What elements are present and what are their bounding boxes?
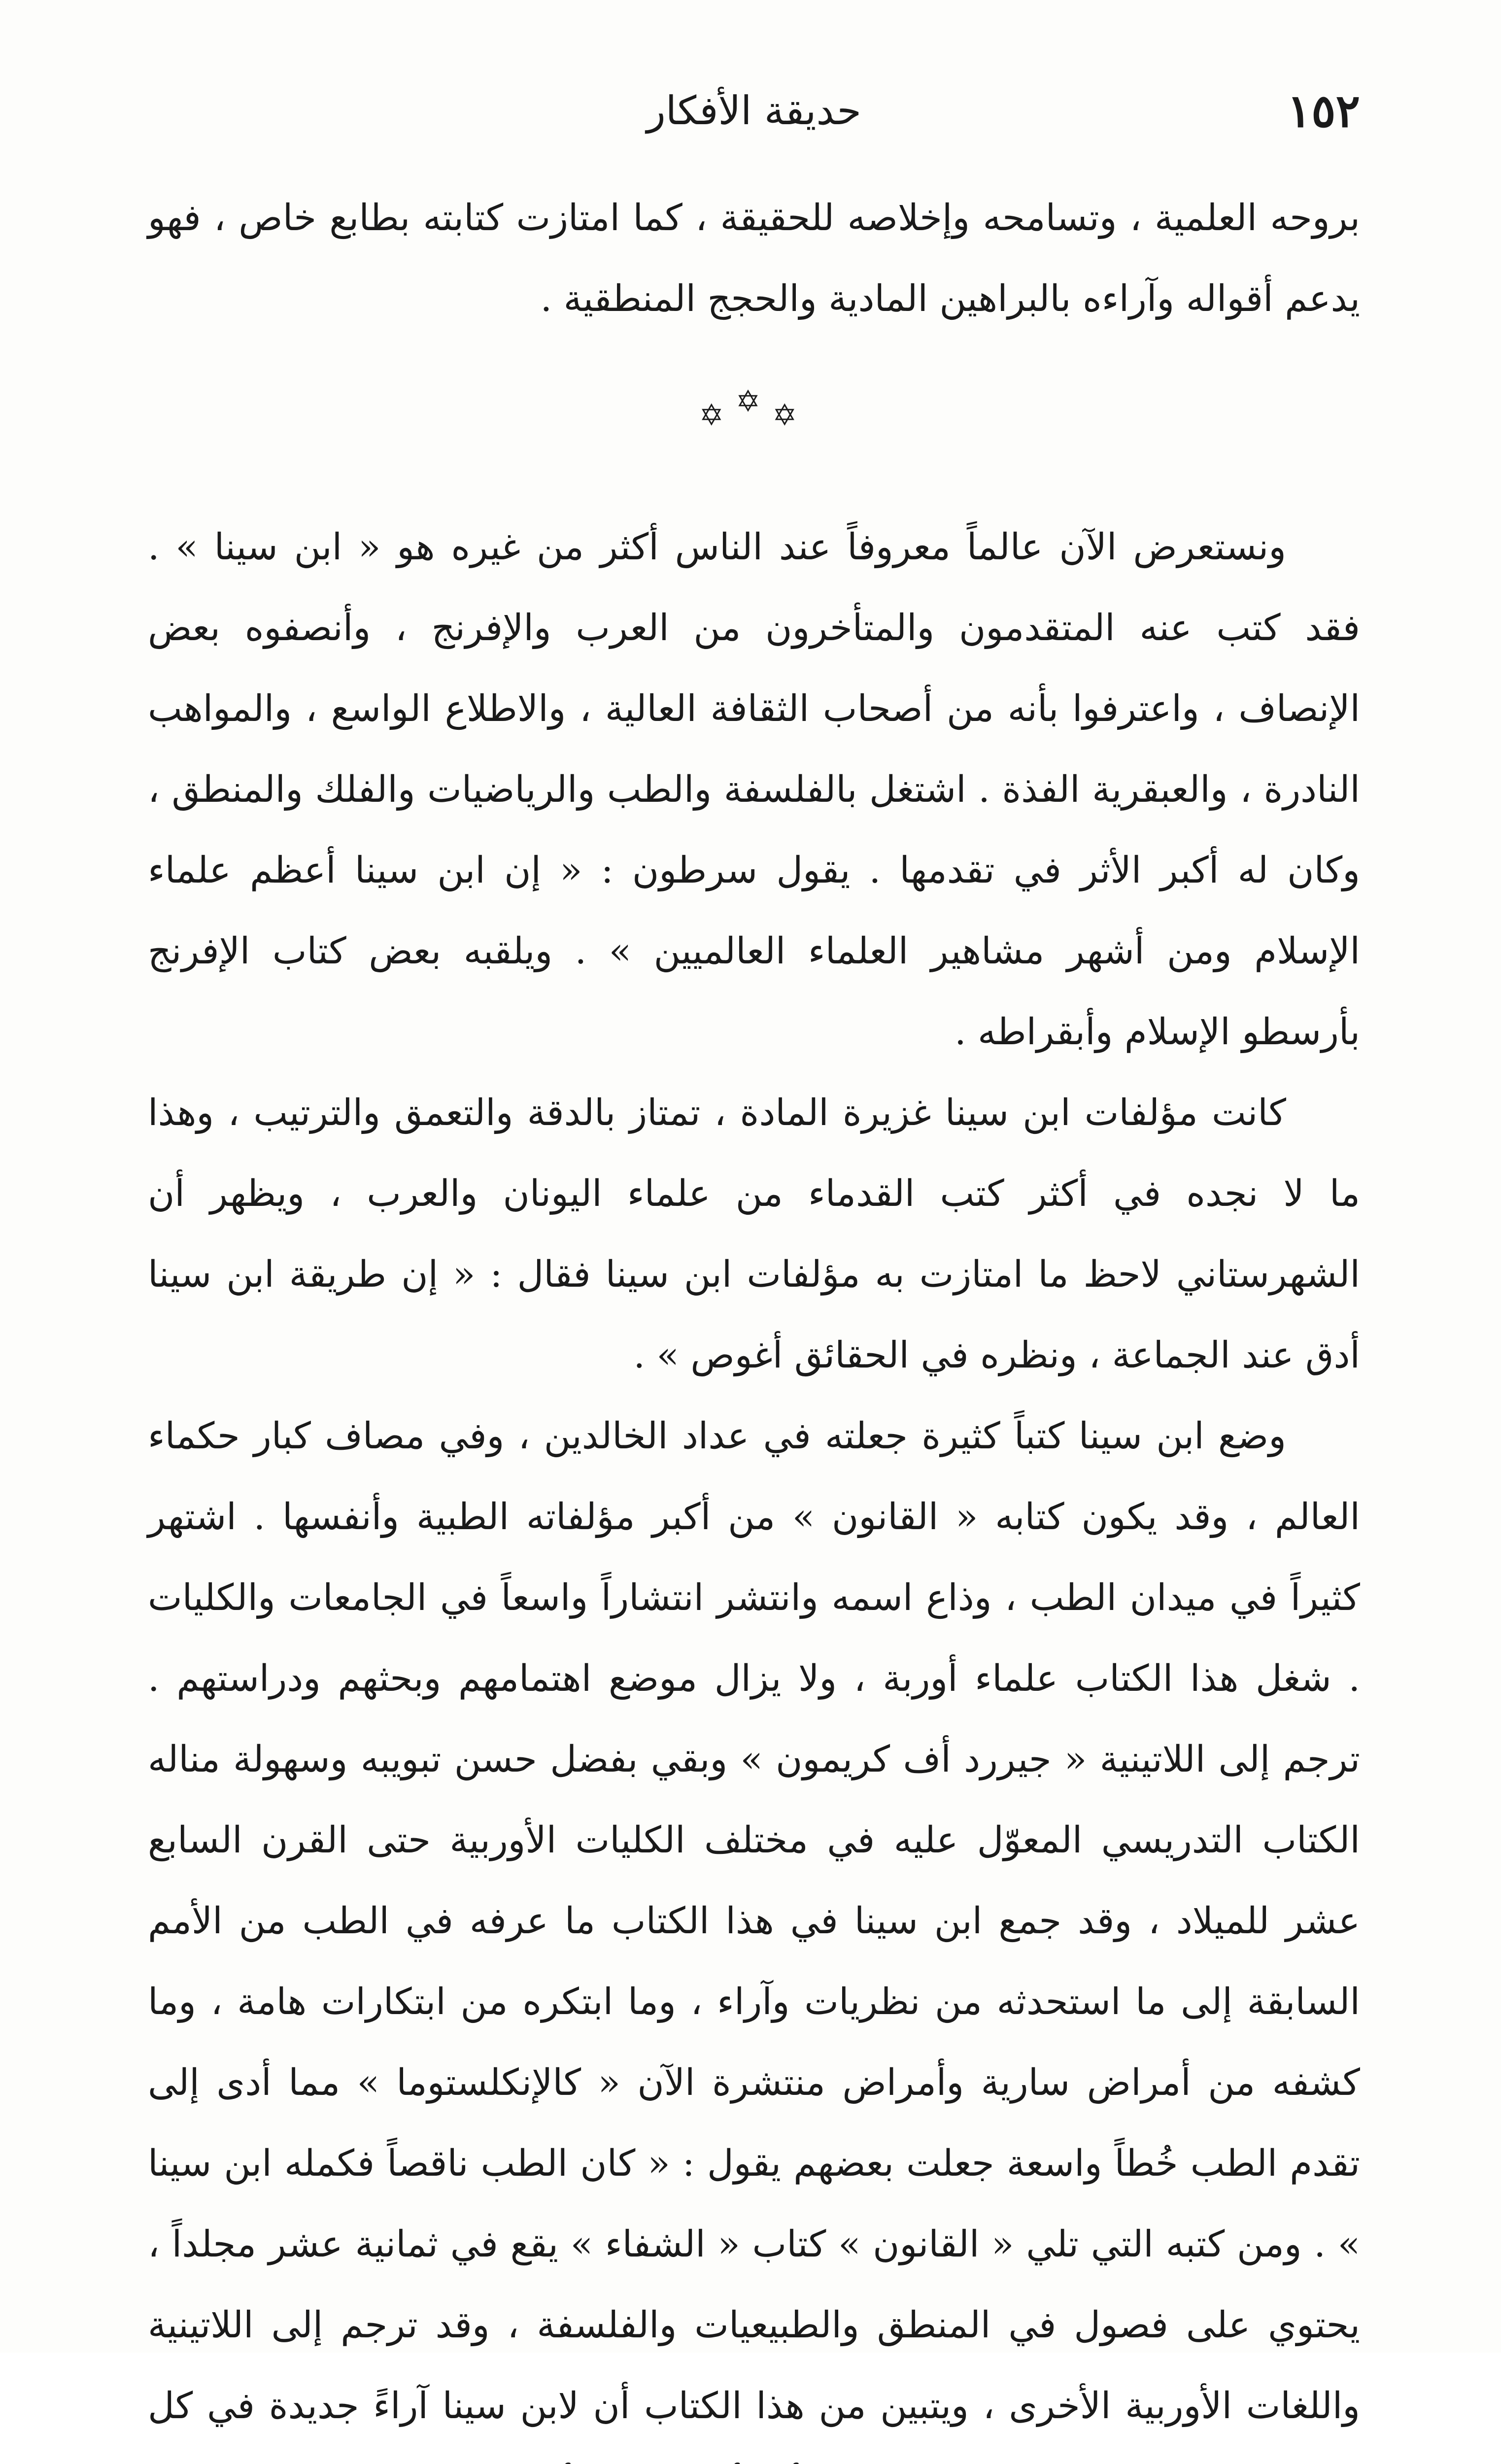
- paragraph-ibn-sina-intro: ونستعرض الآن عالماً معروفاً عند الناس أكثر من غيره هو « ابن سينا » . فقد كتب عنه المتقدمون والمتأخرون من العرب والإفرنج ، وأنصفوه بعض الإنصاف ، واعترفوا بأنه من أصحاب الثقافة العالية ، والاطلاع الواسع ، والمواهب النادرة ، والعبقرية الفذة . اشتغل بالفلسفة والطب والرياضيات والفلك والمنطق ، وكان له أكبر الأثر في تقدمها . يقول سرطون : « إن ابن سينا أعظم علماء الإسلام ومن أشهر مشاهير العلماء العالميين » . ويلقبه بعض كتاب الإفرنج بأرسطو الإسلام وأبقراطه .: [148, 526, 1360, 1053]
- page-header: [148, 74, 1360, 148]
- paragraph-continuation: بروحه العلمية ، وتسامحه وإخلاصه للحقيقة ، كما امتازت كتابته بطابع خاص ، فهو يدعم أقواله وآراءه بالبراهين المادية والحجج المنطقية .: [148, 197, 1360, 320]
- paragraph-ibn-sina-works: كانت مؤلفات ابن سينا غزيرة المادة ، تمتاز بالدقة والتعمق والترتيب ، وهذا ما لا نجده في أكثر كتب القدماء من علماء اليونان والعرب ، ويظهر أن الشهرستاني لاحظ ما امتازت به مؤلفات ابن سينا فقال : « إن طريقة ابن سينا أدق عند الجماعة ، ونظره في الحقائق أغوص » .: [148, 1092, 1360, 1376]
- body-text: [148, 177, 1360, 2464]
- star-ornament: ✡: [735, 384, 773, 419]
- paragraph-ibn-sina-books: وضع ابن سينا كتباً كثيرة جعلته في عداد الخالدين ، وفي مصاف كبار حكماء العالم ، وقد يكون كتابه « القانون » من أكبر مؤلفاته الطبية وأنفسها . اشتهر كثيراً في ميدان الطب ، وذاع اسمه وانتشر انتشاراً واسعاً في الجامعات والكليات . شغل هذا الكتاب علماء أوربة ، ولا يزال موضع اهتمامهم وبحثهم ودراستهم . ترجم إلى اللاتينية « جيررد أف كريمون » وبقي بفضل حسن تبويبه وسهولة مناله الكتاب التدريسي المعوّل عليه في مختلف الكليات الأوربية حتى القرن السابع عشر للميلاد ، وقد جمع ابن سينا في هذا الكتاب ما عرفه في الطب من الأمم السابقة إلى ما استحدثه من نظريات وآراء ، وما ابتكره من ابتكارات هامة ، وما كشفه من أمراض سارية وأمراض منتشرة الآن « كالإنكلستوما » مما أدى إلى تقدم الطب خُطاً واسعة جعلت بعضهم يقول : « كان الطب ناقصاً فكمله ابن سينا » . ومن كتبه التي تلي « القانون » كتاب « الشفاء » يقع في ثمانية عشر مجلداً ، يحتوي على فصول في المنطق والطبيعيات والفلسفة ، وقد ترجم إلى اللاتينية واللغات الأوربية الأخرى ، ويتبين من هذا الكتاب أن لابن سينا آراءً جديدة في كل: [148, 1415, 1360, 2427]
- running-title: حديقة الأفكار: [647, 88, 861, 134]
- section-separator: [148, 339, 1360, 507]
- star-ornament: ✡: [699, 398, 736, 433]
- star-ornament: ✡: [772, 398, 809, 433]
- page-number: ١٥٢: [1287, 84, 1360, 137]
